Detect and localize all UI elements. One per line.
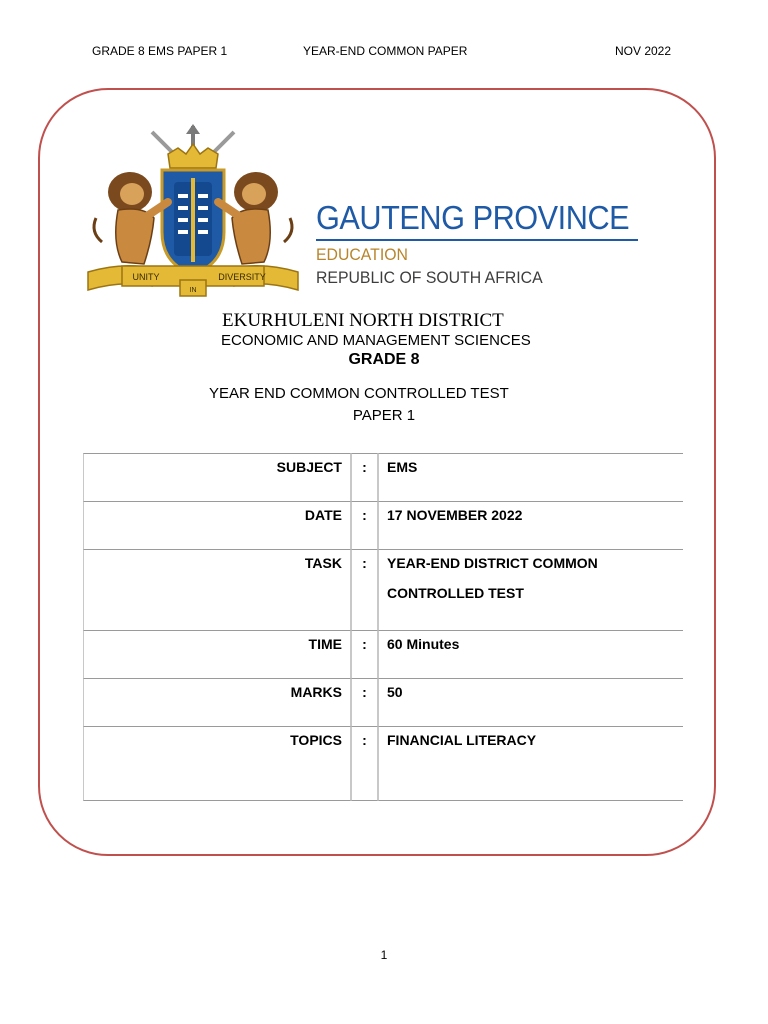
motto-middle: IN (189, 287, 197, 294)
info-value: 17 NOVEMBER 2022 (378, 501, 683, 549)
department-name: EDUCATION (316, 245, 408, 264)
info-separator: : (351, 549, 378, 630)
header-right: NOV 2022 (615, 44, 672, 58)
info-value: 60 Minutes (378, 630, 683, 678)
header-left: GRADE 8 EMS PAPER 1 (92, 44, 228, 58)
info-separator: : (351, 453, 378, 501)
info-separator: : (351, 630, 378, 678)
info-key: TOPICS (83, 726, 351, 801)
motto-right: DIVERSITY (218, 272, 266, 282)
table-row (83, 501, 683, 549)
subject-full-title: ECONOMIC AND MANAGEMENT SCIENCES (221, 332, 531, 349)
country-name: REPUBLIC OF SOUTH AFRICA (316, 268, 543, 287)
info-value-line2: CONTROLLED TEST (387, 585, 524, 601)
info-value: FINANCIAL LITERACY (378, 726, 683, 801)
table-row (83, 678, 683, 726)
info-key: DATE (83, 501, 351, 549)
info-value: EMS (378, 453, 683, 501)
motto-left: UNITY (132, 272, 160, 282)
header-middle: YEAR-END COMMON PAPER (303, 44, 468, 58)
info-key: TASK (83, 549, 351, 630)
exam-info-table (83, 453, 683, 801)
logo-divider (316, 239, 638, 241)
grade-title: GRADE 8 (348, 351, 420, 368)
coat-of-arms-logo (82, 122, 304, 300)
district-title: EKURHULENI NORTH DISTRICT (222, 310, 504, 331)
info-separator: : (351, 501, 378, 549)
province-name: GAUTENG PROVINCE (316, 199, 630, 236)
info-separator: : (351, 726, 378, 801)
table-row (83, 453, 683, 501)
table-row (83, 630, 683, 678)
info-key: MARKS (83, 678, 351, 726)
table-row (83, 726, 683, 801)
info-separator: : (351, 678, 378, 726)
page-number: 1 (380, 948, 388, 962)
paper-title: PAPER 1 (352, 407, 416, 424)
info-key: TIME (83, 630, 351, 678)
info-key: SUBJECT (83, 453, 351, 501)
test-title: YEAR END COMMON CONTROLLED TEST (209, 385, 509, 402)
info-value: 50 (378, 678, 683, 726)
table-row (83, 549, 683, 630)
info-value-line1: YEAR-END DISTRICT COMMON (387, 555, 598, 571)
info-value (378, 549, 683, 630)
